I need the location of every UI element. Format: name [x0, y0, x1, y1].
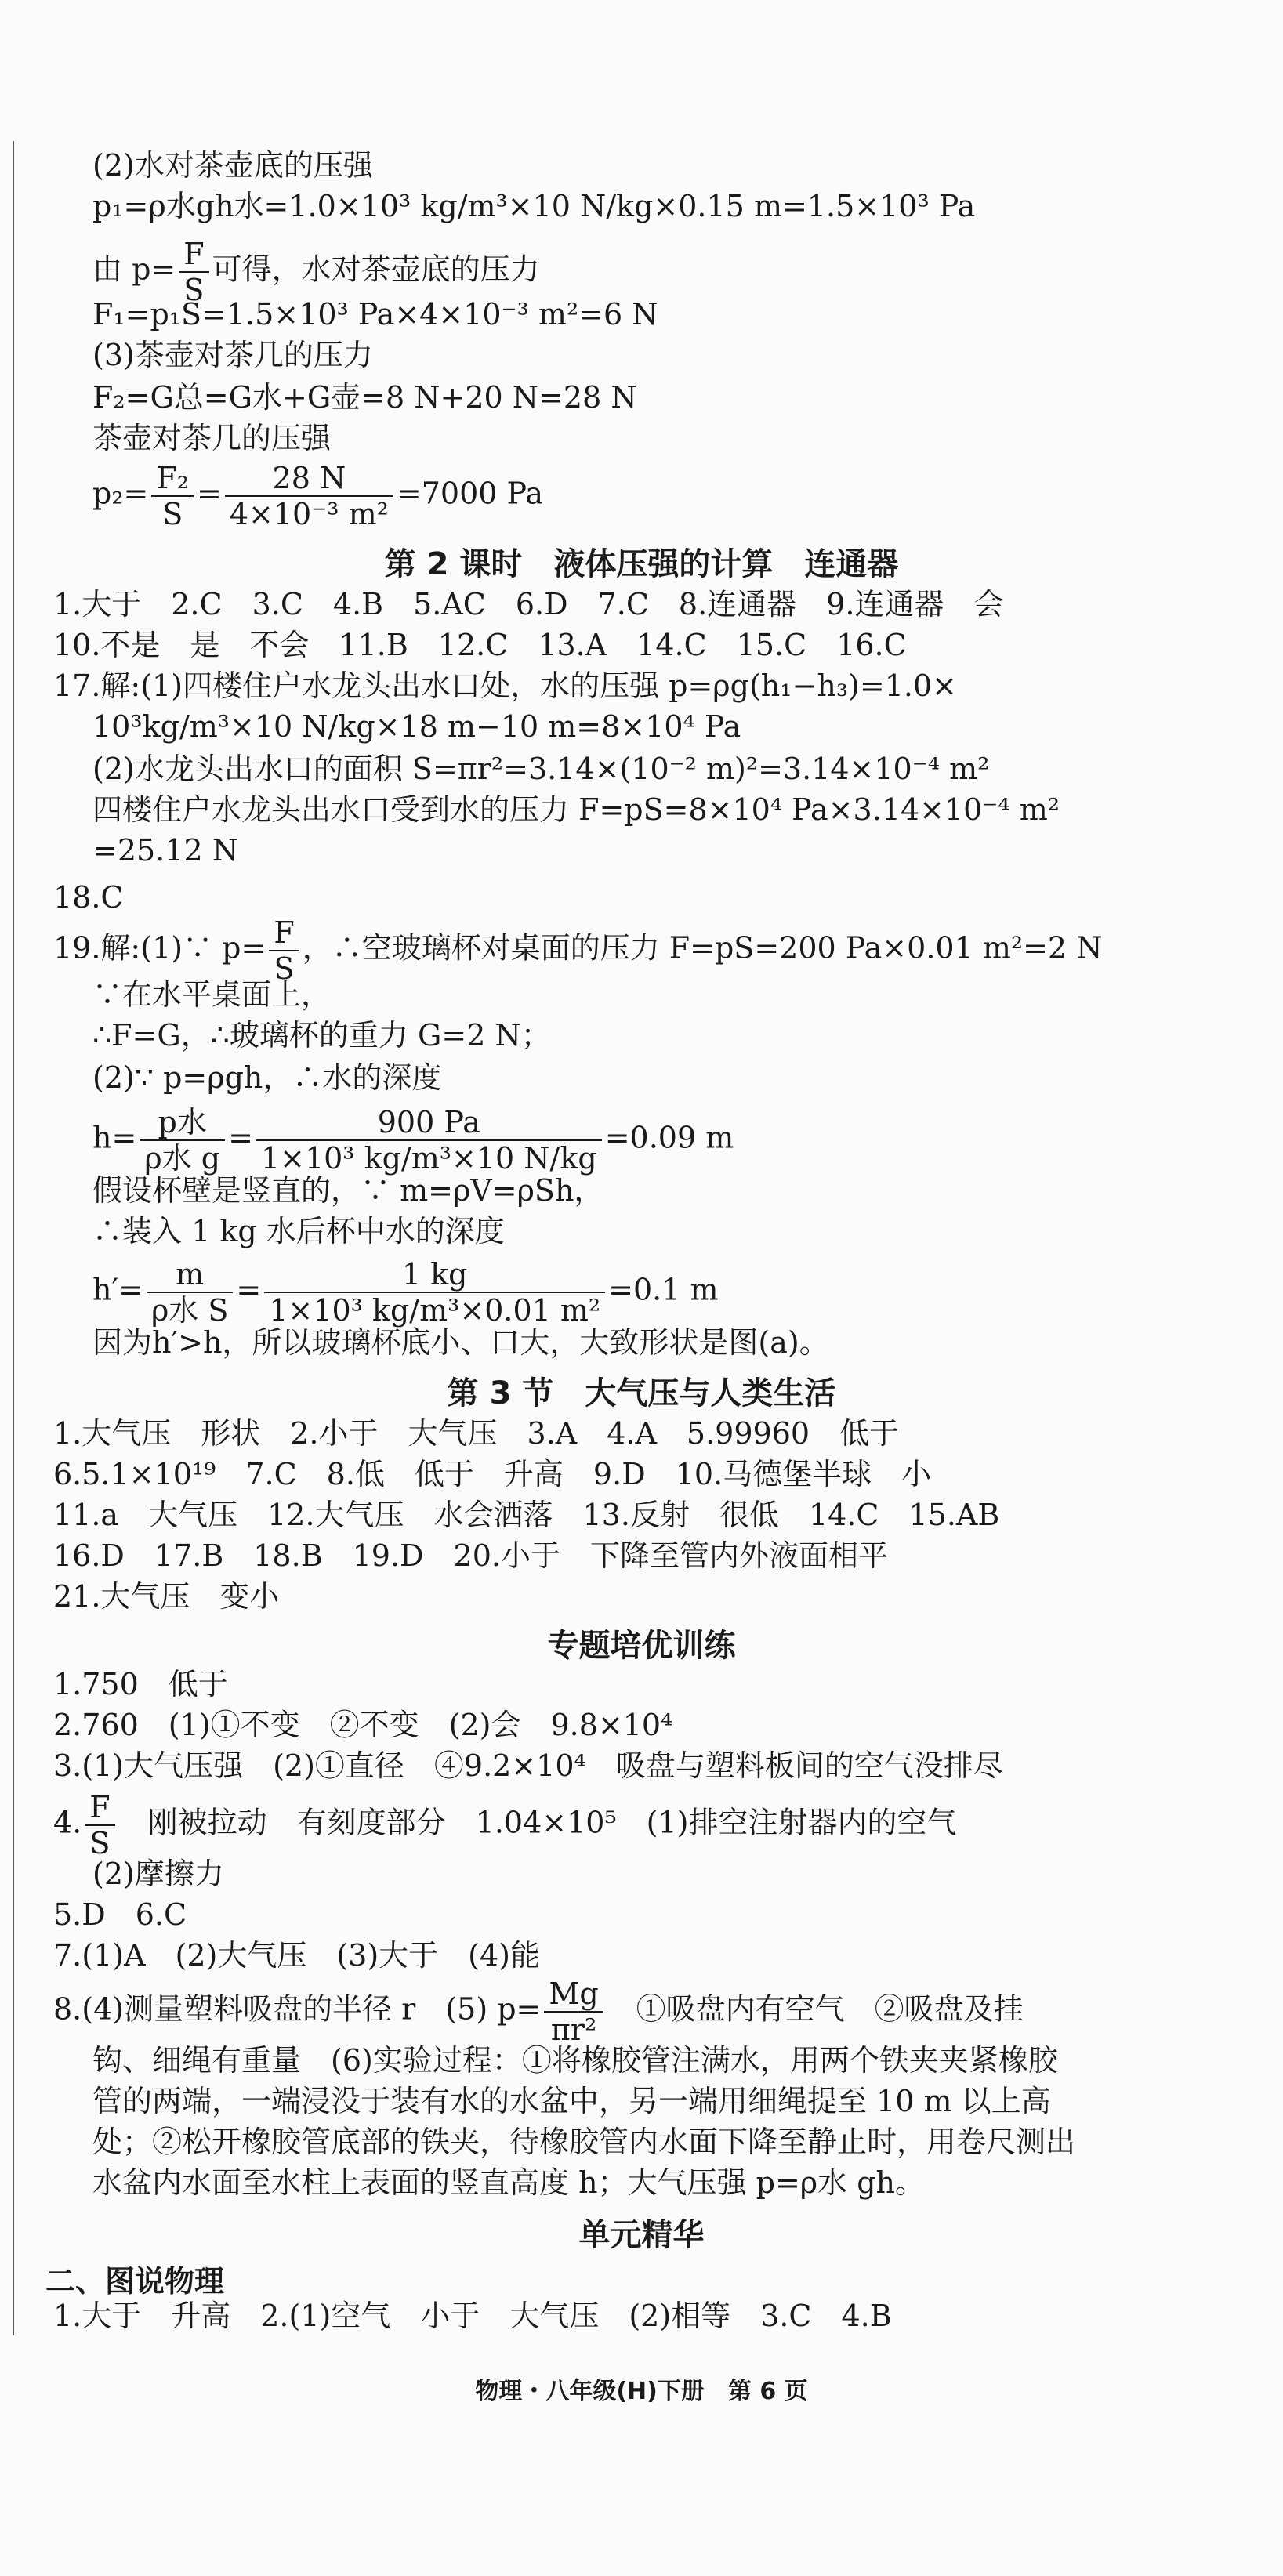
fraction — [140, 1105, 225, 1176]
denominator: πr² — [550, 2013, 597, 2047]
section-heading: 单元精华 — [578, 2217, 705, 2253]
page-footer: 物理・八年级(H)下册 第 6 页 — [475, 2378, 808, 2405]
denominator: 1×10³ kg/m³×10 N/kg — [260, 1141, 597, 1176]
text-line: (2)∵ p=ρgh，∴水的深度 — [92, 1060, 442, 1095]
numerator: 900 Pa — [256, 1105, 602, 1141]
numerator: F — [179, 237, 208, 273]
text-line: 3.(1)大气压强 (2)①直径 ④9.2×10⁴ 吸盘与塑料板间的空气没排尽 — [53, 1748, 1003, 1783]
text-line: 2.760 (1)①不变 ②不变 (2)会 9.8×10⁴ — [53, 1708, 673, 1742]
text-line: 茶壶对茶几的压强 — [92, 421, 332, 455]
text-line: 管的两端，一端浸没于装有水的水盆中，另一端用细绳提至 10 m 以上高 — [92, 2084, 1051, 2118]
text-span: =7000 Pa — [396, 476, 544, 511]
margin-rule — [13, 141, 14, 2335]
text-line: 10.不是 是 不会 11.B 12.C 13.A 14.C 15.C 16.C — [53, 628, 907, 662]
text-line — [53, 1790, 957, 1860]
text-line: 21.大气压 变小 — [53, 1579, 280, 1614]
text-span: 8.(4)测量塑料吸盘的半径 r (5) p= — [53, 1991, 542, 2027]
denominator: S — [89, 1826, 111, 1860]
text-span: ①吸盘内有空气 ②吸盘及挂 — [606, 1991, 1024, 2027]
text-line: (3)茶壶对茶几的压力 — [92, 338, 373, 372]
text-line — [92, 1105, 734, 1176]
fraction — [225, 461, 393, 531]
text-line: 10³kg/m³×10 N/kg×18 m−10 m=8×10⁴ Pa — [92, 709, 741, 744]
denominator: 1×10³ kg/m³×0.01 m² — [269, 1293, 601, 1328]
text-line: 11.a 大气压 12.大气压 水会洒落 13.反射 很低 14.C 15.AB — [53, 1498, 1000, 1532]
section-heading: 第 2 课时 液体压强的计算 连通器 — [384, 546, 899, 582]
text-line: (2)摩擦力 — [92, 1857, 224, 1891]
fraction — [256, 1105, 602, 1176]
text-line: 处；②松开橡胶管底部的铁夹，待橡胶管内水面下降至静止时，用卷尺测出 — [92, 2125, 1076, 2159]
section-heading: 专题培优训练 — [547, 1628, 736, 1664]
text-line: (2)水对茶壶底的压强 — [92, 148, 373, 183]
text-span: h= — [92, 1120, 137, 1155]
text-span: h′= — [92, 1272, 143, 1307]
text-line: 7.(1)A (2)大气压 (3)大于 (4)能 — [53, 1938, 541, 1973]
text-line: F₁=p₁S=1.5×10³ Pa×4×10⁻³ m²=6 N — [92, 297, 658, 332]
numerator: p水 — [140, 1105, 225, 1141]
fraction — [264, 1257, 605, 1328]
subsection-heading: 二、图说物理 — [45, 2264, 225, 2299]
text-line: 17.解:(1)四楼住户水龙头出水口处，水的压强 p=ρg(h₁−h₃)=1.0× — [53, 668, 957, 703]
denominator: ρ水 g — [144, 1141, 221, 1176]
text-span: = — [236, 1272, 262, 1307]
text-line: p₁=ρ水gh水=1.0×10³ kg/m³×10 N/kg×0.15 m=1.5×10³ Pa — [92, 189, 976, 223]
numerator: F₂ — [151, 461, 194, 497]
text-span: ，∴空玻璃杯对桌面的压力 F=pS=200 Pa×0.01 m²=2 N — [302, 930, 1103, 966]
text-line: ∴F=G，∴玻璃杯的重力 G=2 N； — [92, 1018, 551, 1053]
text-line: 16.D 17.B 18.B 19.D 20.小于 下降至管内外液面相平 — [53, 1538, 888, 1573]
text-line: 因为h′>h，所以玻璃杯底小、口大，大致形状是图(a)。 — [92, 1325, 829, 1360]
text-line: (2)水龙头出水口的面积 S=πr²=3.14×(10⁻² m)²=3.14×10⁻⁴ m² — [92, 752, 990, 786]
numerator: Mg — [544, 1976, 603, 2013]
text-line: 5.D 6.C — [53, 1897, 187, 1932]
text-line — [92, 461, 543, 531]
text-line: 1.大于 升高 2.(1)空气 小于 大气压 (2)相等 3.C 4.B — [53, 2299, 892, 2333]
text-line: =25.12 N — [92, 833, 238, 868]
denominator: S — [274, 951, 295, 986]
section-heading: 第 3 节 大气压与人类生活 — [447, 1375, 836, 1411]
text-span: 19.解:(1)∵ p= — [53, 930, 266, 966]
text-span: 4. — [53, 1805, 82, 1840]
text-span: p₂= — [92, 476, 149, 511]
numerator: m — [147, 1257, 233, 1293]
denominator: S — [162, 497, 183, 531]
text-line: 6.5.1×10¹⁹ 7.C 8.低 低于 升高 9.D 10.马德堡半球 小 — [53, 1457, 932, 1491]
text-line: 四楼住户水龙头出水口受到水的压力 F=pS=8×10⁴ Pa×3.14×10⁻⁴ m² — [92, 792, 1060, 827]
text-line: 1.750 低于 — [53, 1667, 228, 1701]
denominator: S — [183, 273, 205, 307]
fraction — [85, 1790, 114, 1860]
text-span: = — [228, 1120, 253, 1155]
numerator: 28 N — [225, 461, 393, 497]
text-line: 18.C — [53, 880, 124, 915]
text-span: 可得，水对茶壶底的压力 — [212, 252, 540, 287]
text-line: 假设杯壁是竖直的，∵ m=ρV=ρSh， — [92, 1173, 604, 1208]
denominator: 4×10⁻³ m² — [229, 497, 389, 531]
text-line: ∵在水平桌面上， — [92, 977, 332, 1012]
text-span: 由 p= — [92, 252, 176, 287]
numerator: 1 kg — [264, 1257, 605, 1293]
text-line: 水盆内水面至水柱上表面的竖直高度 h；大气压强 p=ρ水 gh。 — [92, 2165, 926, 2200]
fraction — [544, 1976, 603, 2047]
text-span: = — [197, 476, 222, 511]
text-line: 1.大气压 形状 2.小于 大气压 3.A 4.A 5.99960 低于 — [53, 1416, 900, 1451]
text-span: =0.1 m — [608, 1272, 719, 1307]
numerator: F — [269, 915, 299, 951]
denominator: ρ水 S — [150, 1293, 229, 1328]
numerator: F — [85, 1790, 114, 1826]
text-line: F₂=G总=G水+G壶=8 N+20 N=28 N — [92, 380, 637, 415]
text-line: ∴装入 1 kg 水后杯中水的深度 — [92, 1214, 505, 1248]
text-line — [53, 1976, 1024, 2047]
text-span: =0.09 m — [604, 1120, 734, 1155]
fraction — [147, 1257, 233, 1328]
text-line: 钩、细绳有重量 (6)实验过程：①将橡胶管注满水，用两个铁夹夹紧橡胶 — [92, 2043, 1058, 2078]
fraction — [151, 461, 194, 531]
text-line — [92, 1257, 719, 1328]
text-span: 刚被拉动 有刻度部分 1.04×10⁵ (1)排空注射器内的空气 — [118, 1805, 957, 1840]
text-line: 1.大于 2.C 3.C 4.B 5.AC 6.D 7.C 8.连通器 9.连通器 会 — [53, 587, 1004, 621]
